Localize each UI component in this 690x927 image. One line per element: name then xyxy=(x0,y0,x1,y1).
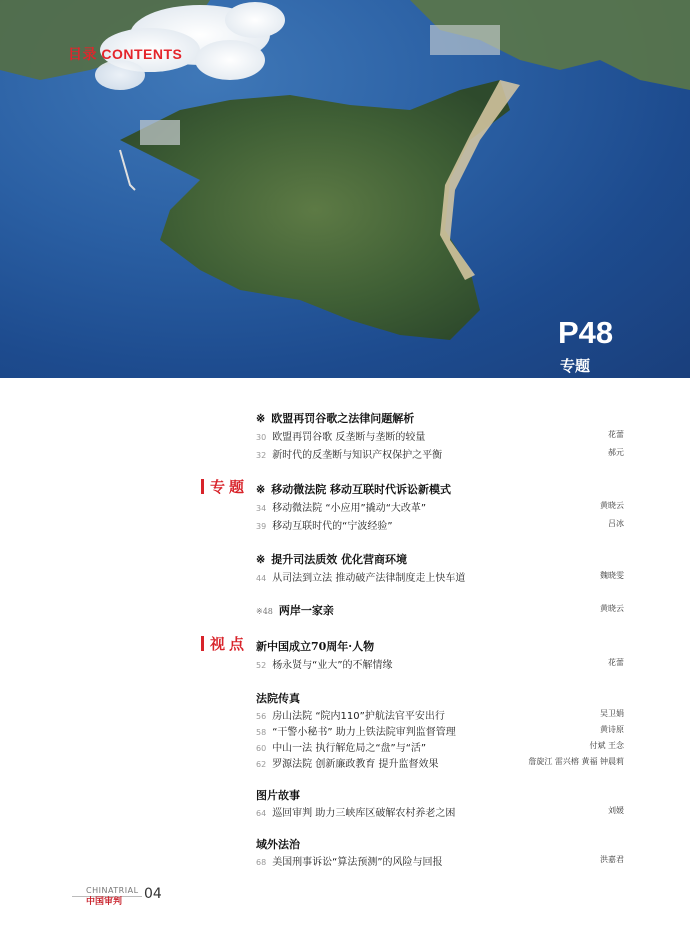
toc-entry[interactable]: 60 中山一法 执行解危局之“盘”与“活” 付斌 王念 xyxy=(256,741,624,754)
section-heading: 法院传真 xyxy=(256,692,300,705)
section-heading: ※ 移动微法院 移动互联时代诉讼新模式 xyxy=(256,483,452,496)
toc-entry[interactable]: 32 新时代的反垄断与知识产权保护之平衡 郝元 xyxy=(256,448,624,461)
toc-entry[interactable]: 58 “干警小秘书” 助力上铁法院审判监督管理 黄诗原 xyxy=(256,725,624,738)
column-label-shidian: 视点 xyxy=(201,633,248,654)
section-heading: 域外法治 xyxy=(256,838,300,851)
section-heading: 图片故事 xyxy=(256,789,300,802)
toc-entry[interactable]: 39 移动互联时代的“宁波经验” 吕冰 xyxy=(256,519,624,532)
toc-entry[interactable]: 64 巡回审判 助力三峡库区破解农村养老之困 刘媛 xyxy=(256,806,624,819)
label-bar xyxy=(201,636,204,651)
section-heading: ※ 欧盟再罚谷歌之法律问题解析 xyxy=(256,412,415,425)
toc-entry[interactable]: 52 杨永贤与“业大”的不解情缘 花蕾 xyxy=(256,658,624,671)
label-bar xyxy=(201,479,204,494)
toc-entry[interactable]: 68 美国刑事诉讼“算法预测”的风险与回报 洪嘉君 xyxy=(256,855,624,868)
section-heading: ※ 提升司法质效 优化营商环境 xyxy=(256,553,408,566)
toc-entry[interactable]: 56 房山法院 “院内110”护航法官平安出行 吴卫娟 xyxy=(256,709,624,722)
footer-brand-en: CHINATRIAL xyxy=(86,886,139,895)
toc-entry[interactable]: ※48 两岸一家亲 黄晓云 xyxy=(256,604,624,617)
cover-photo xyxy=(0,0,690,378)
feature-page-number: P48 xyxy=(558,315,614,350)
toc-entry[interactable]: 34 移动微法院 “小应用”撬动“大改革” 黄晓云 xyxy=(256,501,624,514)
toc-entry[interactable]: 30 欧盟再罚谷歌 反垄断与垄断的较量 花蕾 xyxy=(256,430,624,443)
toc-entry[interactable]: 62 罗源法院 创新廉政教育 提升监督效果 詹旋江 雷兴榕 黄福 钟晨莉 xyxy=(256,757,624,770)
footer-brand-cn: 中国审判 xyxy=(86,897,123,907)
contents-title: 目录 CONTENTS xyxy=(68,46,183,62)
feature-label: 专题 xyxy=(560,357,591,375)
toc-entry[interactable]: 44 从司法到立法 推动破产法律制度走上快车道 魏晓雯 xyxy=(256,571,624,584)
column-label-zhuanti: 专题 xyxy=(201,476,248,497)
section-heading: 新中国成立70周年·人物 xyxy=(256,640,375,653)
footer-page-number: 04 xyxy=(144,886,162,902)
